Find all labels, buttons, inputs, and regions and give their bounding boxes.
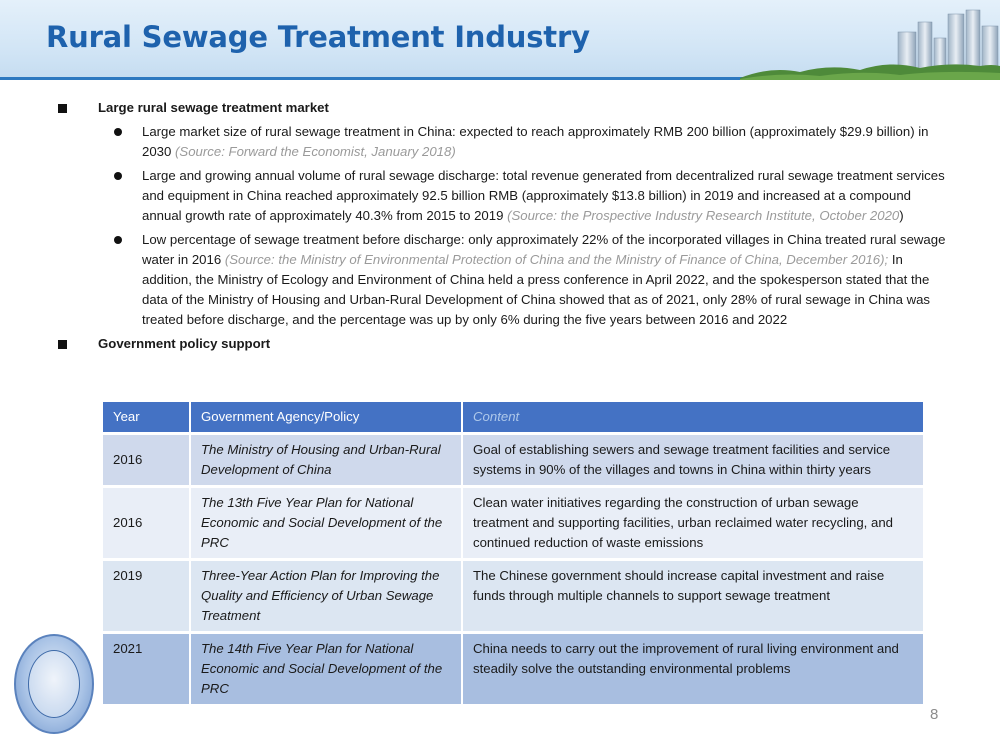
round-bullet-icon (114, 172, 122, 180)
list-item (56, 230, 946, 330)
list-item (56, 122, 946, 162)
bullet-text: Low percentage of sewage treatment before discharge: only approximately 22% of the incorporated villages in China treated rural sewage water in 2016 (142, 232, 946, 267)
bullet-text: Large and growing annual volume of rural sewage discharge: total revenue generated from decentralized rural sewage treatment services and equipment in China reached approximately 92.5 billion RMB (approximately $13.8 billion) in 2019 and increased at a compound annual growth rate of approximately 40.3% from 2015 to 2019 (142, 168, 945, 223)
source-citation: (Source: Forward the Economist, January 2018) (175, 144, 456, 159)
table-row (103, 558, 925, 631)
source-citation: (Source: the Ministry of Environmental Protection of China and the Ministry of Finance of China, December 2016); (224, 252, 889, 267)
square-bullet-icon (58, 104, 67, 113)
cell-year: 2016 (103, 485, 191, 558)
list-item (56, 166, 946, 226)
bullet-text: Large market size of rural sewage treatment in China: expected to reach approximately RMB 200 billion (approximately $29.9 billion) in 2030 (142, 124, 929, 159)
cell-policy: The 14th Five Year Plan for National Economic and Social Development of the PRC (191, 631, 463, 704)
slide-header (0, 0, 1000, 80)
seal-inner-ring (28, 650, 80, 718)
bullet-tail: ) (899, 208, 904, 223)
cell-policy: Three-Year Action Plan for Improving the Quality and Efficiency of Urban Sewage Treatment (191, 558, 463, 631)
page-title: Rural Sewage Treatment Industry (46, 20, 590, 54)
cell-policy: The 13th Five Year Plan for National Economic and Social Development of the PRC (191, 485, 463, 558)
policy-table (103, 402, 925, 704)
source-citation: (Source: the Prospective Industry Research Institute, October 2020 (507, 208, 900, 223)
bullet-tail: In addition, the Ministry of Ecology and Environment of China held a press conference in April 2022, and the spokesperson stated that the data of the Ministry of Housing and Urban-Rural Development of China showed that as of 2021, only 28% of rural sewage in China was treated before discharge, and the percentage was up by only 6% during the five years between 2016 and 2022 (142, 252, 931, 327)
city-skyline-illustration (740, 0, 1000, 80)
section-heading-text: Large rural sewage treatment market (98, 100, 329, 115)
table-row (103, 485, 925, 558)
section-heading-policy (56, 334, 946, 354)
square-bullet-icon (58, 340, 67, 349)
table-row (103, 432, 925, 485)
column-header-content: Content (463, 402, 925, 432)
cell-year: 2016 (103, 432, 191, 485)
section-heading-market (56, 98, 946, 118)
column-header-year: Year (103, 402, 191, 432)
main-content (56, 98, 946, 358)
round-bullet-icon (114, 128, 122, 136)
table-row (103, 631, 925, 704)
table-header-row (103, 402, 925, 432)
cell-content: China needs to carry out the improvement of rural living environment and steadily solve the outstanding environmental problems (463, 631, 925, 704)
cell-content: The Chinese government should increase capital investment and raise funds through multiple channels to support sewage treatment (463, 558, 925, 631)
cell-content: Goal of establishing sewers and sewage treatment facilities and service systems in 90% of the villages and towns in China within thirty years (463, 432, 925, 485)
page-number: 8 (930, 706, 939, 723)
cell-year: 2021 (103, 631, 191, 704)
section-heading-text: Government policy support (98, 336, 271, 351)
column-header-policy: Government Agency/Policy (191, 402, 463, 432)
cell-year: 2019 (103, 558, 191, 631)
cell-content: Clean water initiatives regarding the construction of urban sewage treatment and supporting facilities, urban reclaimed water recycling, and continued reduction of waste emissions (463, 485, 925, 558)
cell-policy: The Ministry of Housing and Urban-Rural Development of China (191, 432, 463, 485)
company-seal-logo (14, 634, 94, 734)
round-bullet-icon (114, 236, 122, 244)
